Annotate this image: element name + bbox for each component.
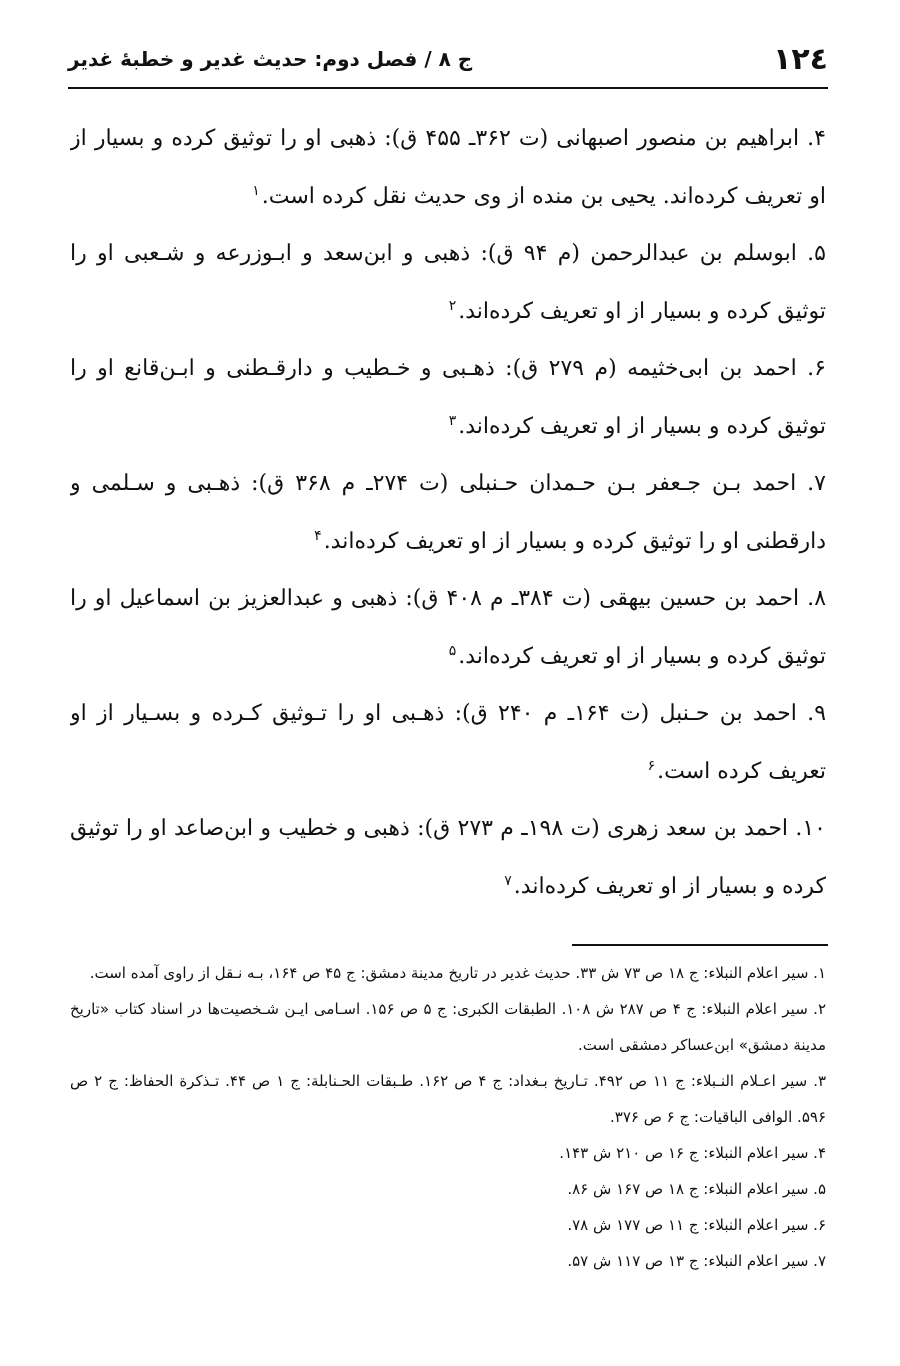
running-header-title: ج ۸ / فصل دوم: حديث غدير و خطبهٔ غدير <box>68 47 473 71</box>
entry-item <box>70 455 826 570</box>
footnote-item: ۵. سير اعلام النبلاء: ج ۱۸ ص ۱۶۷ ش ۸۶. <box>567 1180 826 1198</box>
footnote-item: ۷. سير اعلام النبلاء: ج ۱۳ ص ۱۱۷ ش ۵۷. <box>567 1252 826 1270</box>
footnote-separator <box>572 944 828 946</box>
entry-item <box>70 685 826 800</box>
entry-item <box>70 110 826 225</box>
footnote-marker: ۲ <box>448 297 457 314</box>
entry-item <box>70 340 826 455</box>
footnote-item: ۴. سير اعلام النبلاء: ج ۱۶ ص ۲۱۰ ش ۱۴۳. <box>559 1144 826 1162</box>
footnote-marker: ۳ <box>448 412 457 429</box>
footnote-item: ۲. سير اعلام النبلاء: ج ۴ ص ۲۸۷ ش ۱۰۸. الطبقات الكبری: ج ۵ ص ۱۵۶. اسـامی ايـن شـخصيت‌ها در اسناد كتاب «تاريخ مدينة دمشق» ابن‌عساكر دمشقی است. <box>70 1000 827 1054</box>
running-header <box>68 34 828 84</box>
header-rule <box>68 87 828 89</box>
entry-text: ۷. احمد بـن جـعفر بـن حـمدان حـنبلی (ت ۲۷۴ـ م ۳۶۸ ق): ذهـبی و سـلمی و دارقطنی او را توثيق كرده و بسيار از او تعريف كرده‌اند. <box>70 471 826 554</box>
entry-text: ۸. احمد بن حسين بيهقی (ت ۳۸۴ـ م ۴۰۸ ق): ذهبی و عبدالعزيز بن اسماعيل او را توثيق كرده و بسيار از او تعريف كرده‌اند. <box>70 586 826 669</box>
entry-item <box>70 225 826 340</box>
footnote-item: ۶. سير اعلام النبلاء: ج ۱۱ ص ۱۷۷ ش ۷۸. <box>567 1216 826 1234</box>
footnote-marker: ۵ <box>448 642 457 659</box>
entry-text: ۹. احمد بن حـنبل (ت ۱۶۴ـ م ۲۴۰ ق): ذهـبی او را تـوثيق كـرده و بسـيار از او تعريف كرده است. <box>70 701 826 784</box>
entry-item <box>70 800 826 915</box>
footnotes <box>70 955 826 1279</box>
page-number: ۱۲٤ <box>773 41 828 77</box>
footnote-marker: ۶ <box>647 757 656 774</box>
footnote-item: ۳. سير اعـلام النـبلاء: ج ۱۱ ص ۴۹۲. تـاريخ بـغداد: ج ۴ ص ۱۶۲. طـبقات الحـنابلة: ج ۱ ص ۴۴. تـذكرة الحفاظ: ج ۲ ص ۵۹۶. الوافی الباقيات: ج ۶ ص ۳۷۶. <box>70 1072 827 1126</box>
entry-item <box>70 570 826 685</box>
entry-text: ۴. ابراهيم بن منصور اصبهانی (ت ۳۶۲ـ ۴۵۵ ق): ذهبی او را توثيق كرده و بسيار از او تعريف كرده‌اند. يحيی بن منده از وی حديث نقل كرده است. <box>70 126 826 209</box>
entry-text: ۶. احمد بن ابی‌خثيمه (م ۲۷۹ ق): ذهـبی و خـطيب و دارقـطنی و ابـن‌قانع او را توثيق كرده و بسيار از او تعريف كرده‌اند. <box>70 356 826 439</box>
footnote-marker: ۴ <box>314 527 322 544</box>
entry-text: ۱۰. احمد بن سعد زهری (ت ۱۹۸ـ م ۲۷۳ ق): ذهبی و خطيب و ابن‌صاعد او را توثيق كرده و بسيار از او تعريف كرده‌اند. <box>70 816 826 899</box>
footnote-marker: ۷ <box>504 872 512 889</box>
narrator-entries <box>70 110 826 915</box>
entry-text: ۵. ابوسلم بن عبدالرحمن (م ۹۴ ق): ذهبی و ابن‌سعد و ابـوزرعه و شـعبی او را توثيق كرده و بسيار از او تعريف كرده‌اند. <box>70 241 826 324</box>
footnote-marker: ۱ <box>252 182 260 199</box>
footnote-item: ۱. سير اعلام النبلاء: ج ۱۸ ص ۷۳ ش ۳۳. حديث غدير در تاريخ مدينة دمشق: ج ۴۵ ص ۱۶۴، بـه نـقل از راوی آمده است. <box>89 964 826 982</box>
